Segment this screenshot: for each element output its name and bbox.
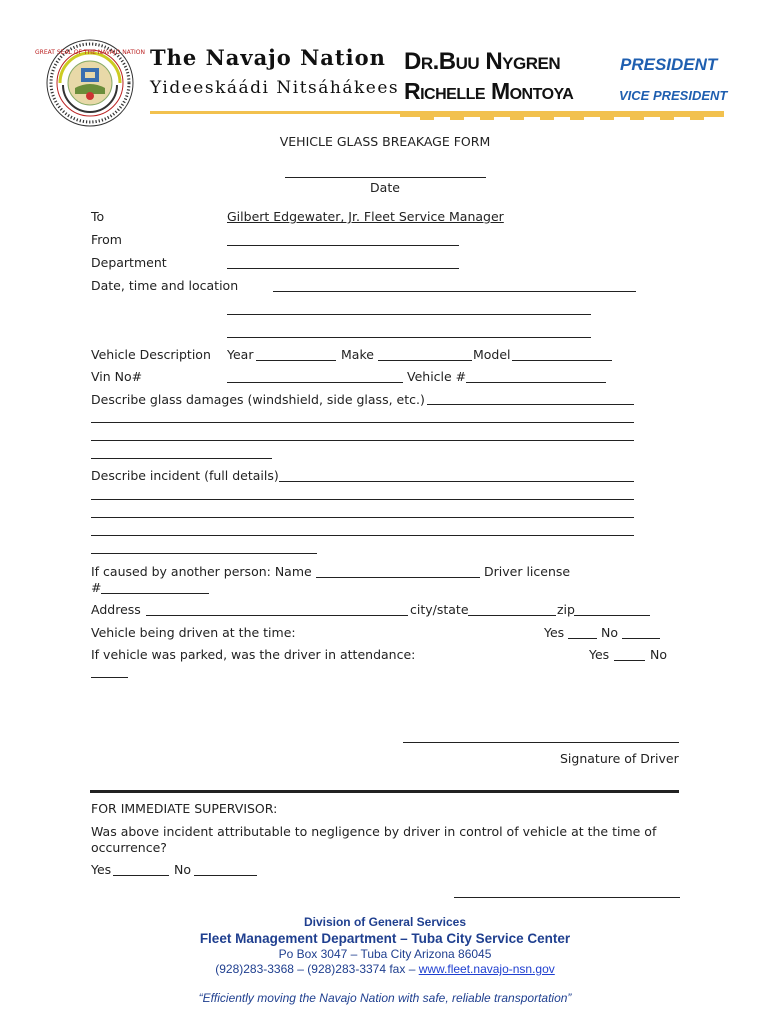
incident-line-1[interactable]	[279, 481, 634, 482]
supervisor-question-line-1: Was above incident attributable to negligence by driver in control of vehicle at the time of	[91, 824, 657, 839]
footer-department: Fleet Management Department – Tuba City Service Center	[199, 931, 571, 946]
incident-line-4[interactable]	[91, 535, 634, 536]
department-input-line[interactable]	[227, 268, 459, 269]
make-label: Make	[341, 347, 374, 362]
vice-president-title: VICE PRESIDENT	[619, 88, 728, 103]
president-name: Dr.Buu Nygren	[404, 48, 561, 75]
vehicle-number-label: Vehicle #	[407, 369, 467, 384]
seal-text: GREAT SEAL OF THE NAVAJO NATION	[35, 49, 145, 56]
driver-license-label: Driver license	[484, 564, 571, 579]
model-label: Model	[473, 347, 511, 362]
incident-label: Describe incident (full details)	[91, 468, 279, 483]
vice-president-name: Richelle Montoya	[404, 78, 574, 104]
parked-no-label: No	[650, 647, 667, 662]
to-label: To	[91, 209, 105, 224]
nation-name: The Navajo Nation	[150, 45, 386, 70]
zip-label: zip	[557, 602, 575, 617]
vehicle-driven-yes-label: Yes	[544, 625, 565, 640]
vehicle-driven-no-label: No	[601, 625, 618, 640]
caused-by-label: If caused by another person: Name	[91, 564, 312, 579]
parked-no-line[interactable]	[91, 677, 128, 678]
section-divider	[90, 790, 679, 793]
footer-motto: “Efficiently moving the Navajo Nation with safe, reliable transportation”	[198, 991, 572, 1005]
to-value: Gilbert Edgewater, Jr. Fleet Service Manager	[227, 209, 504, 224]
supervisor-heading: FOR IMMEDIATE SUPERVISOR:	[91, 801, 278, 816]
address-input-line[interactable]	[146, 615, 408, 616]
supervisor-no-line[interactable]	[194, 875, 257, 876]
driver-signature-line[interactable]	[403, 742, 679, 743]
footer-website-link[interactable]: www.fleet.navajo-nsn.gov	[418, 962, 555, 976]
from-input-line[interactable]	[227, 245, 459, 246]
vehicle-driven-label: Vehicle being driven at the time:	[91, 625, 296, 640]
navajo-nation-seal	[35, 38, 145, 128]
parked-label: If vehicle was parked, was the driver in attendance:	[91, 647, 416, 662]
date-input-line[interactable]	[285, 177, 486, 178]
president-title: PRESIDENT	[620, 55, 718, 74]
form-title: VEHICLE GLASS BREAKAGE FORM	[279, 134, 491, 149]
driver-license-input-line[interactable]	[101, 593, 209, 594]
address-label: Address	[91, 602, 141, 617]
header-decorative-border	[150, 108, 724, 122]
from-label: From	[91, 232, 122, 247]
year-label: Year	[227, 347, 254, 362]
supervisor-no-label: No	[174, 862, 191, 877]
incident-line-3[interactable]	[91, 517, 634, 518]
supervisor-question-line-2: occurrence?	[91, 840, 167, 855]
vin-input-line[interactable]	[227, 382, 403, 383]
model-input-line[interactable]	[512, 360, 612, 361]
zip-input-line[interactable]	[574, 615, 650, 616]
parked-yes-label: Yes	[589, 647, 610, 662]
city-state-label: city/state	[410, 602, 469, 617]
footer-contact	[0, 962, 770, 976]
glass-damage-line-1[interactable]	[427, 404, 634, 405]
date-time-location-label: Date, time and location	[91, 278, 239, 293]
year-input-line[interactable]	[256, 360, 336, 361]
vehicle-number-input-line[interactable]	[466, 382, 606, 383]
glass-damage-line-3[interactable]	[91, 440, 634, 441]
vehicle-driven-yes-line[interactable]	[568, 638, 597, 639]
footer-phones: (928)283-3368 – (928)283-3374 fax –	[215, 962, 419, 976]
date-label: Date	[370, 180, 400, 195]
nation-name-navajo: Yideeskáádi Nitsáhákees	[150, 78, 400, 98]
vehicle-driven-no-line[interactable]	[622, 638, 660, 639]
date-time-location-line-2[interactable]	[227, 314, 591, 315]
make-input-line[interactable]	[378, 360, 472, 361]
vehicle-description-label: Vehicle Description	[91, 347, 211, 362]
vin-label: Vin No#	[91, 369, 143, 384]
driver-license-hash: #	[91, 580, 102, 595]
caused-by-name-line[interactable]	[316, 577, 480, 578]
glass-damage-line-2[interactable]	[91, 422, 634, 423]
footer-division: Division of General Services	[303, 915, 467, 929]
supervisor-yes-label: Yes	[91, 862, 112, 877]
parked-yes-line[interactable]	[614, 660, 645, 661]
supervisor-yes-line[interactable]	[113, 875, 169, 876]
incident-line-2[interactable]	[91, 499, 634, 500]
glass-damage-label: Describe glass damages (windshield, side glass, etc.)	[91, 392, 425, 407]
city-state-input-line[interactable]	[468, 615, 556, 616]
footer-address: Po Box 3047 – Tuba City Arizona 86045	[278, 947, 492, 961]
date-time-location-line-1[interactable]	[273, 291, 636, 292]
glass-damage-line-4[interactable]	[91, 458, 272, 459]
incident-line-5[interactable]	[91, 553, 317, 554]
signature-label: Signature of Driver	[560, 751, 679, 766]
department-label: Department	[91, 255, 167, 270]
supervisor-signature-line[interactable]	[454, 897, 680, 898]
date-time-location-line-3[interactable]	[227, 337, 591, 338]
